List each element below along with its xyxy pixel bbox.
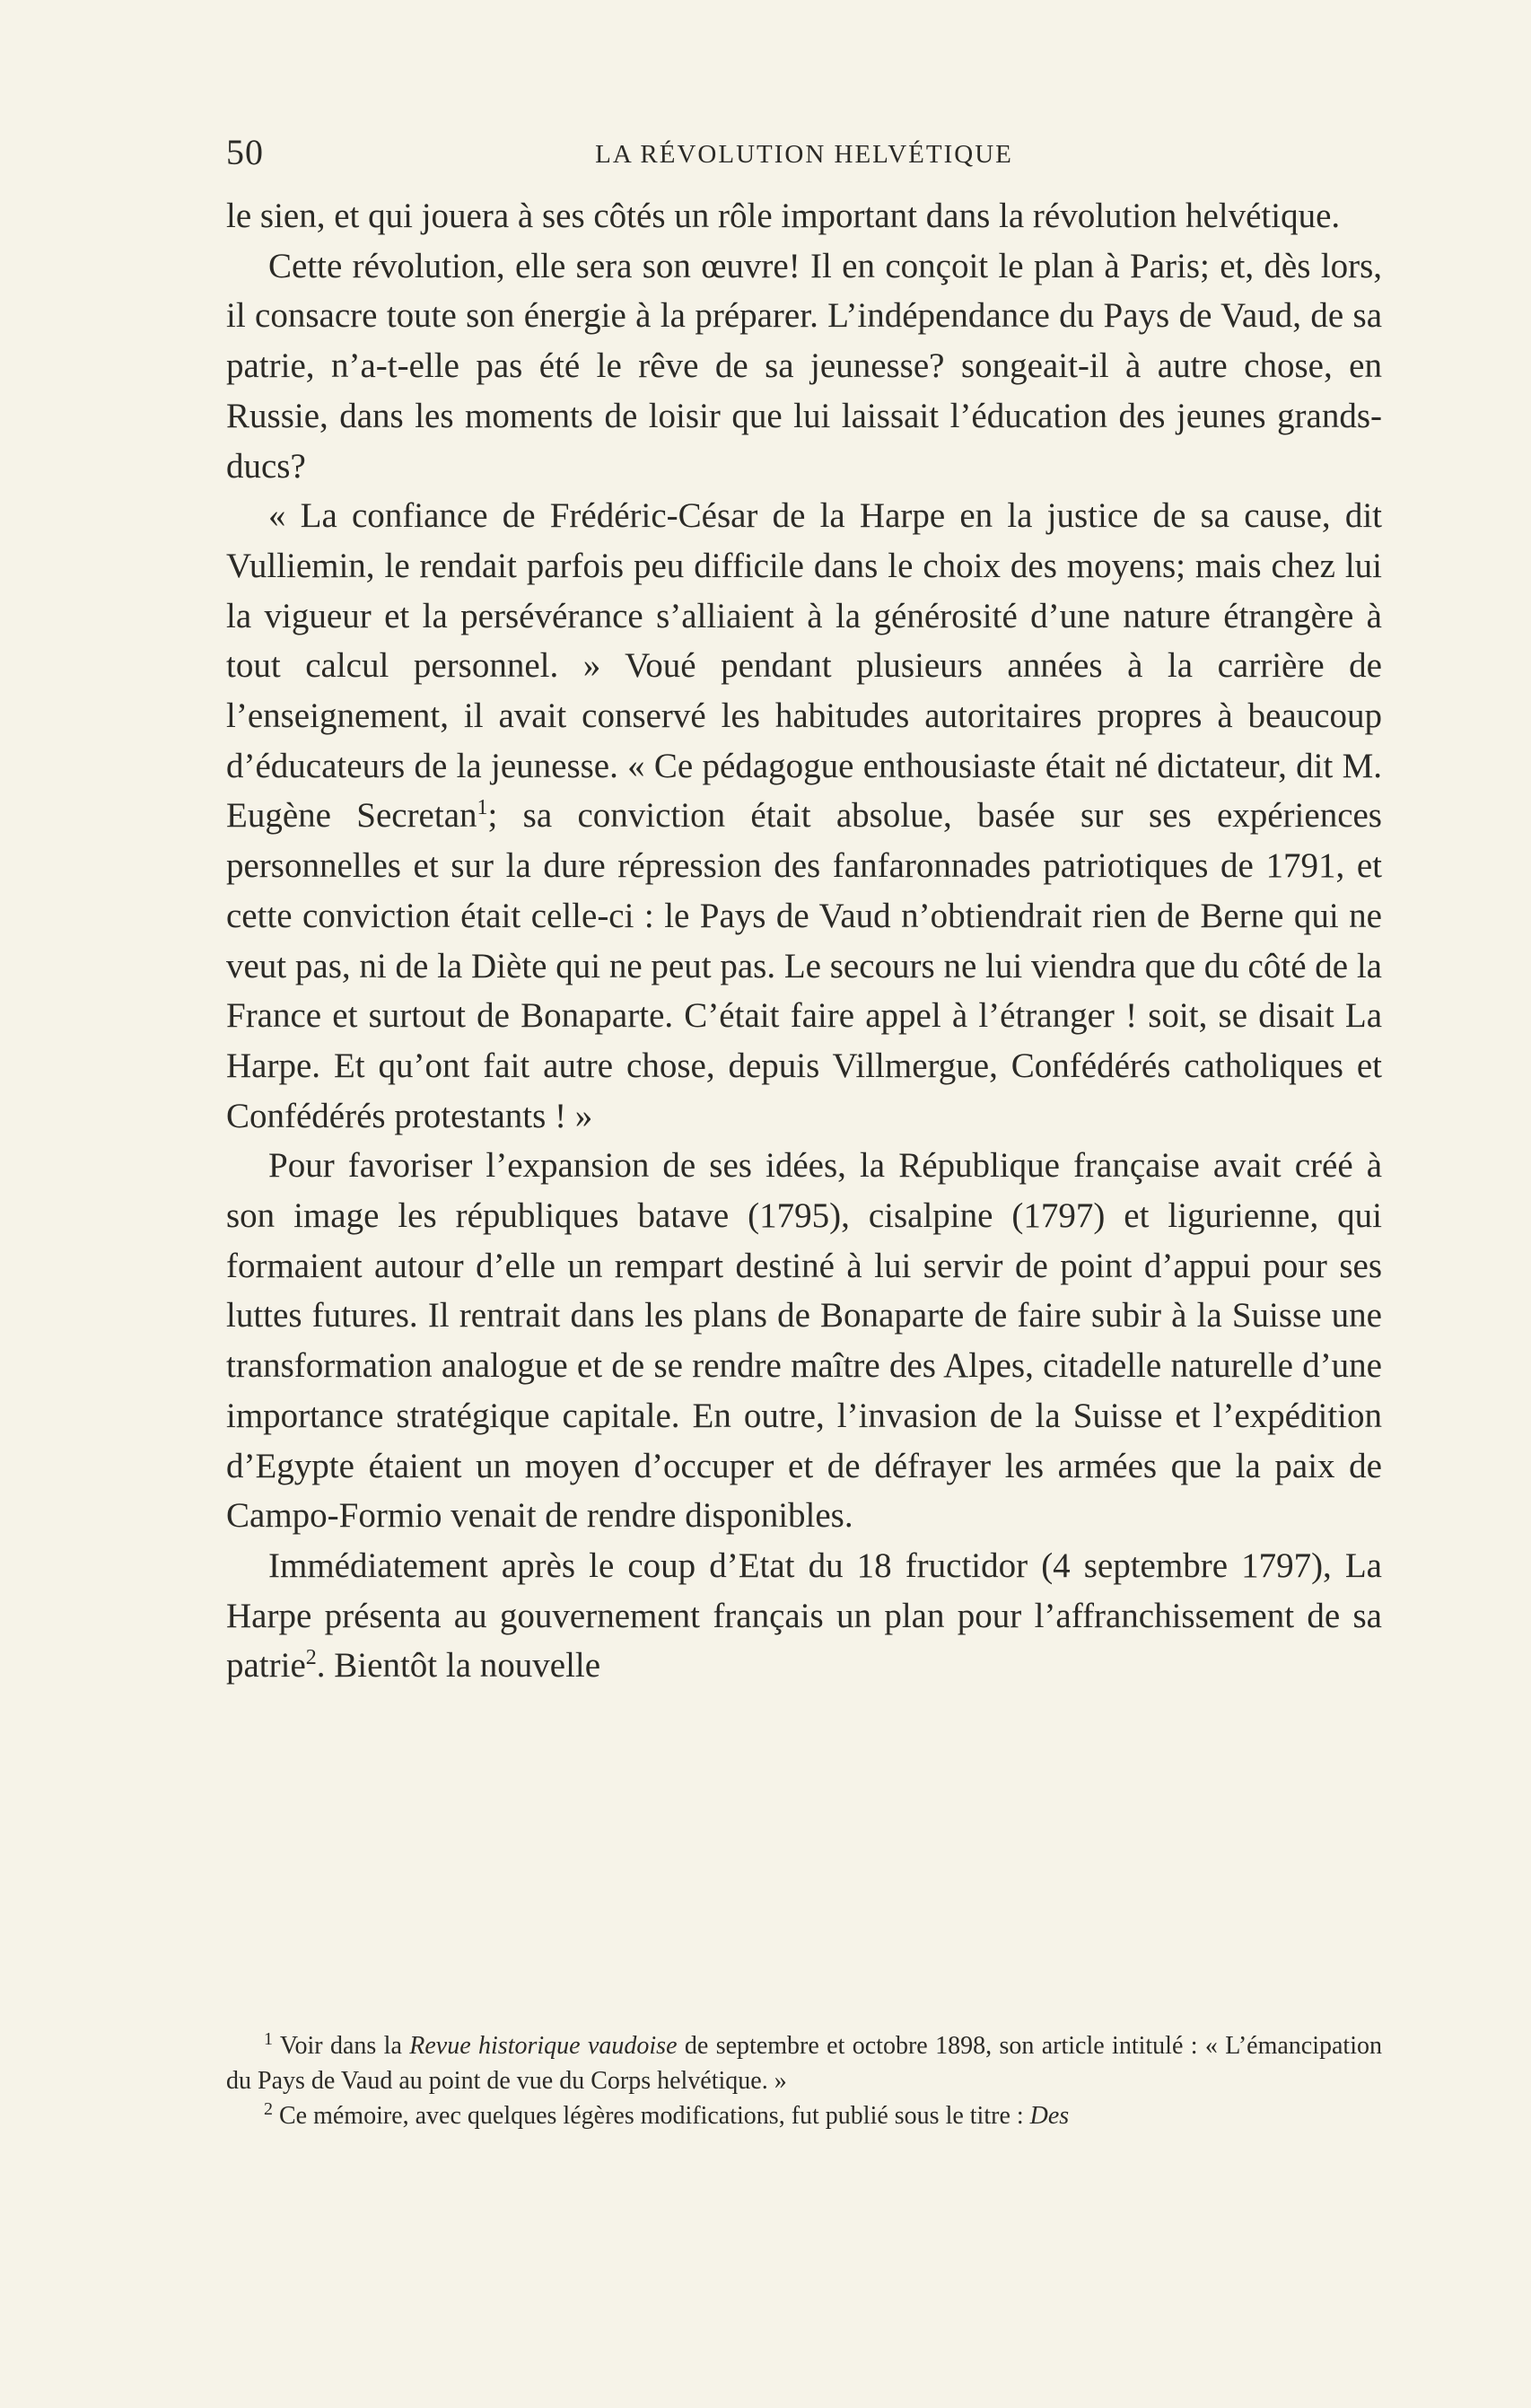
paragraph (226, 1141, 1382, 1541)
paragraph-text: ; sa conviction était absolue, basée sur ses expériences personnelles et sur la dure répression des fanfaronnades patriotiques de 1791, et cette conviction était celle-ci : le Pays de Vaud n’obtiendrait rien de Berne qui ne veut pas, ni de la Diète qui ne peut pas. Le secours ne lui viendra que du côté de la France et surtout de Bonaparte. C’était faire appel à l’étranger ! soit, se disait La Harpe. Et qu’ont fait autre chose, depuis Villmergue, Confédérés catholiques et Confédérés protestants ! » (226, 796, 1382, 1135)
running-head (226, 131, 1382, 174)
running-title: LA RÉVOLUTION HELVÉTIQUE (595, 140, 1013, 169)
footnote-2 (226, 2098, 1382, 2133)
footnote-marker: 1 (264, 2029, 273, 2049)
footnote-text: Voir dans la (279, 2032, 410, 2060)
publication-title: Des (1029, 2102, 1070, 2130)
paragraph-text: le sien, et qui jouera à ses côtés un rôle important dans la révolution helvétique. (226, 197, 1341, 235)
journal-title: Revue historique vaudoise (409, 2032, 678, 2060)
paragraph-text: Immédiatement après le coup d’Etat du 18 fructidor (4 septembre 1797), La Harpe présenta au gouvernement français un plan pour l’affranchissement de sa patrie (226, 1545, 1382, 1686)
footnote-text: Ce mémoire, avec quelques légères modifications, fut publié sous le titre : (279, 2102, 1030, 2130)
paragraph (226, 241, 1382, 492)
footnote-1 (226, 2028, 1382, 2098)
body-text (226, 191, 1382, 1691)
paragraph-text: Cette révolution, elle sera son œuvre! Il en conçoit le plan à Paris; et, dès lors, il consacre toute son énergie à la préparer. L’indépendance du Pays de Vaud, de sa patrie, n’a-t-elle pas été le rêve de sa jeunesse? songeait-il à autre chose, en Russie, dans les moments de loisir que lui laissait l’éducation des jeunes grands-ducs? (226, 246, 1382, 486)
paragraph-text: . Bientôt la nouvelle (316, 1646, 601, 1686)
paragraph-quotation (226, 491, 1382, 1141)
paragraph-text: « La confiance de Frédéric-César de la Harpe en la justice de sa cause, dit Vulliemin, le rendait parfois peu difficile dans le choix des moyens; mais chez lui la vigueur et la persévérance s’alliaient à la générosité d’une nature étrangère à tout calcul personnel. » Voué pendant plusieurs années à la carrière de l’enseignement, il avait conservé les habitudes autoritaires propres à beaucoup d’éducateurs de la jeunesse. « Ce pédagogue enthousiaste était né dictateur, dit M. Eugène Secretan (226, 496, 1382, 836)
page-number: 50 (226, 132, 264, 172)
paragraph (226, 1541, 1382, 1691)
book-page (226, 0, 1382, 2408)
footnote-reference: 2 (305, 1646, 317, 1670)
footnote-marker: 2 (264, 2099, 273, 2119)
footnotes (226, 2028, 1382, 2133)
footnote-text: de septembre et octobre 1898, son article intitulé : « L’émancipation du Pays de Vaud au point de vue du Corps helvétique. » (226, 2032, 1382, 2095)
paragraph-text: Pour favoriser l’expansion de ses idées, la République française avait créé à son image les républiques batave (1795), cisalpine (1797) et ligurienne, qui formaient autour d’elle un rempart destiné à lui servir de point d’appui pour ses luttes futures. Il rentrait dans les plans de Bonaparte de faire subir à la Suisse une transformation analogue et de se rendre maître des Alpes, citadelle naturelle d’une importance stratégique capitale. En outre, l’invasion de la Suisse et l’expédition d’Egypte étaient un moyen d’occuper et de défrayer les armées que la paix de Campo-Formio venait de rendre disponibles. (226, 1146, 1382, 1536)
paragraph-continued (226, 191, 1382, 241)
footnote-reference: 1 (477, 796, 488, 820)
